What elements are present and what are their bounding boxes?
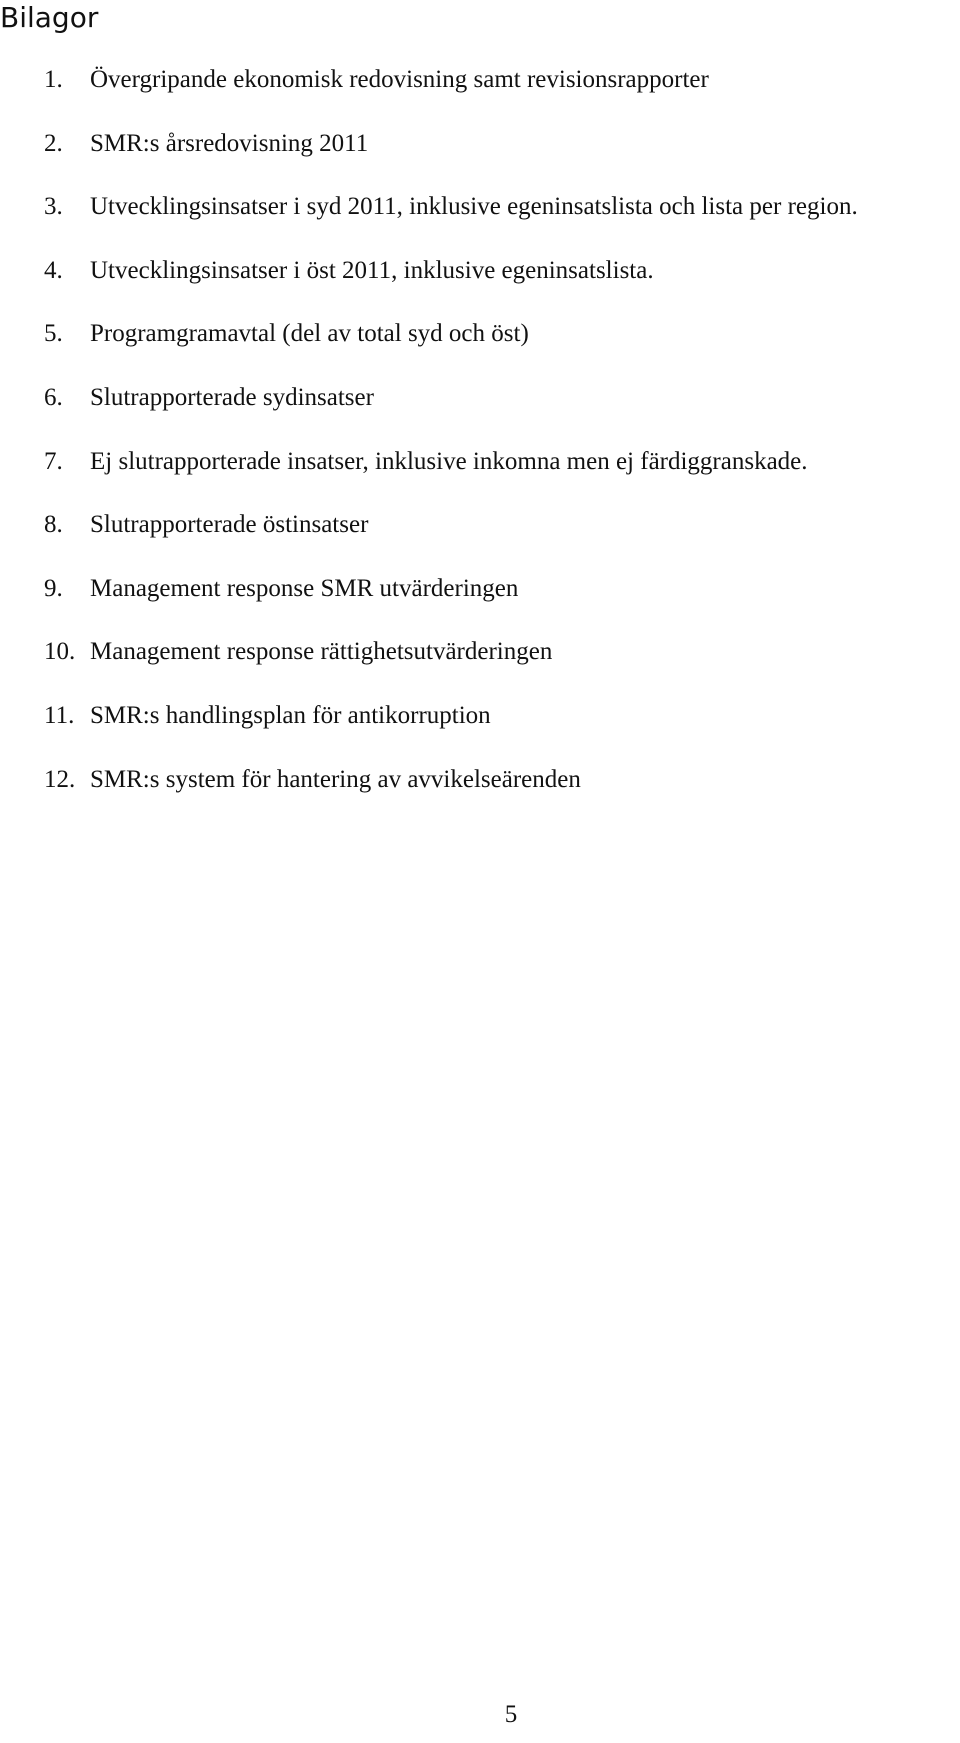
list-item-number: 8. [44,511,63,539]
list-item-text: Management response SMR utvärderingen [90,574,519,602]
list-item-text: Management response rättighetsutvärderingen [90,638,553,666]
list-item-number: 9. [44,574,63,602]
list-item-number: 4. [44,256,63,284]
list-item-text: Utvecklingsinsatser i syd 2011, inklusive egeninsatslista och lista per region. [90,193,858,221]
list-item-text: Slutrapporterade östinsatser [90,511,369,539]
list-item-number: 10. [44,638,76,666]
list-item-number: 12. [44,765,76,793]
page-number: 5 [504,1701,518,1728]
list-item-text: SMR:s handlingsplan för antikorruption [90,701,491,729]
list-item-text: Slutrapporterade sydinsatser [90,383,374,411]
list-item-text: Programgramavtal (del av total syd och öst) [90,320,529,348]
list-item-text: Övergripande ekonomisk redovisning samt revisionsrapporter [90,66,709,93]
list-item-number: 2. [44,129,63,157]
page-heading: Bilagor [0,1,99,34]
list-item-number: 6. [44,383,63,411]
list-item-text: Ej slutrapporterade insatser, inklusive inkomna men ej färdiggranskade. [90,447,808,475]
list-item-number: 1. [44,66,63,93]
list-item-text: SMR:s system för hantering av avvikelseärenden [90,765,581,793]
list-item-number: 7. [44,447,63,475]
list-item-number: 3. [44,193,63,221]
list-item-number: 5. [44,320,63,348]
list-item-number: 11. [44,701,75,729]
list-item-text: SMR:s årsredovisning 2011 [90,129,369,157]
list-item-text: Utvecklingsinsatser i öst 2011, inklusive egeninsatslista. [90,256,654,284]
